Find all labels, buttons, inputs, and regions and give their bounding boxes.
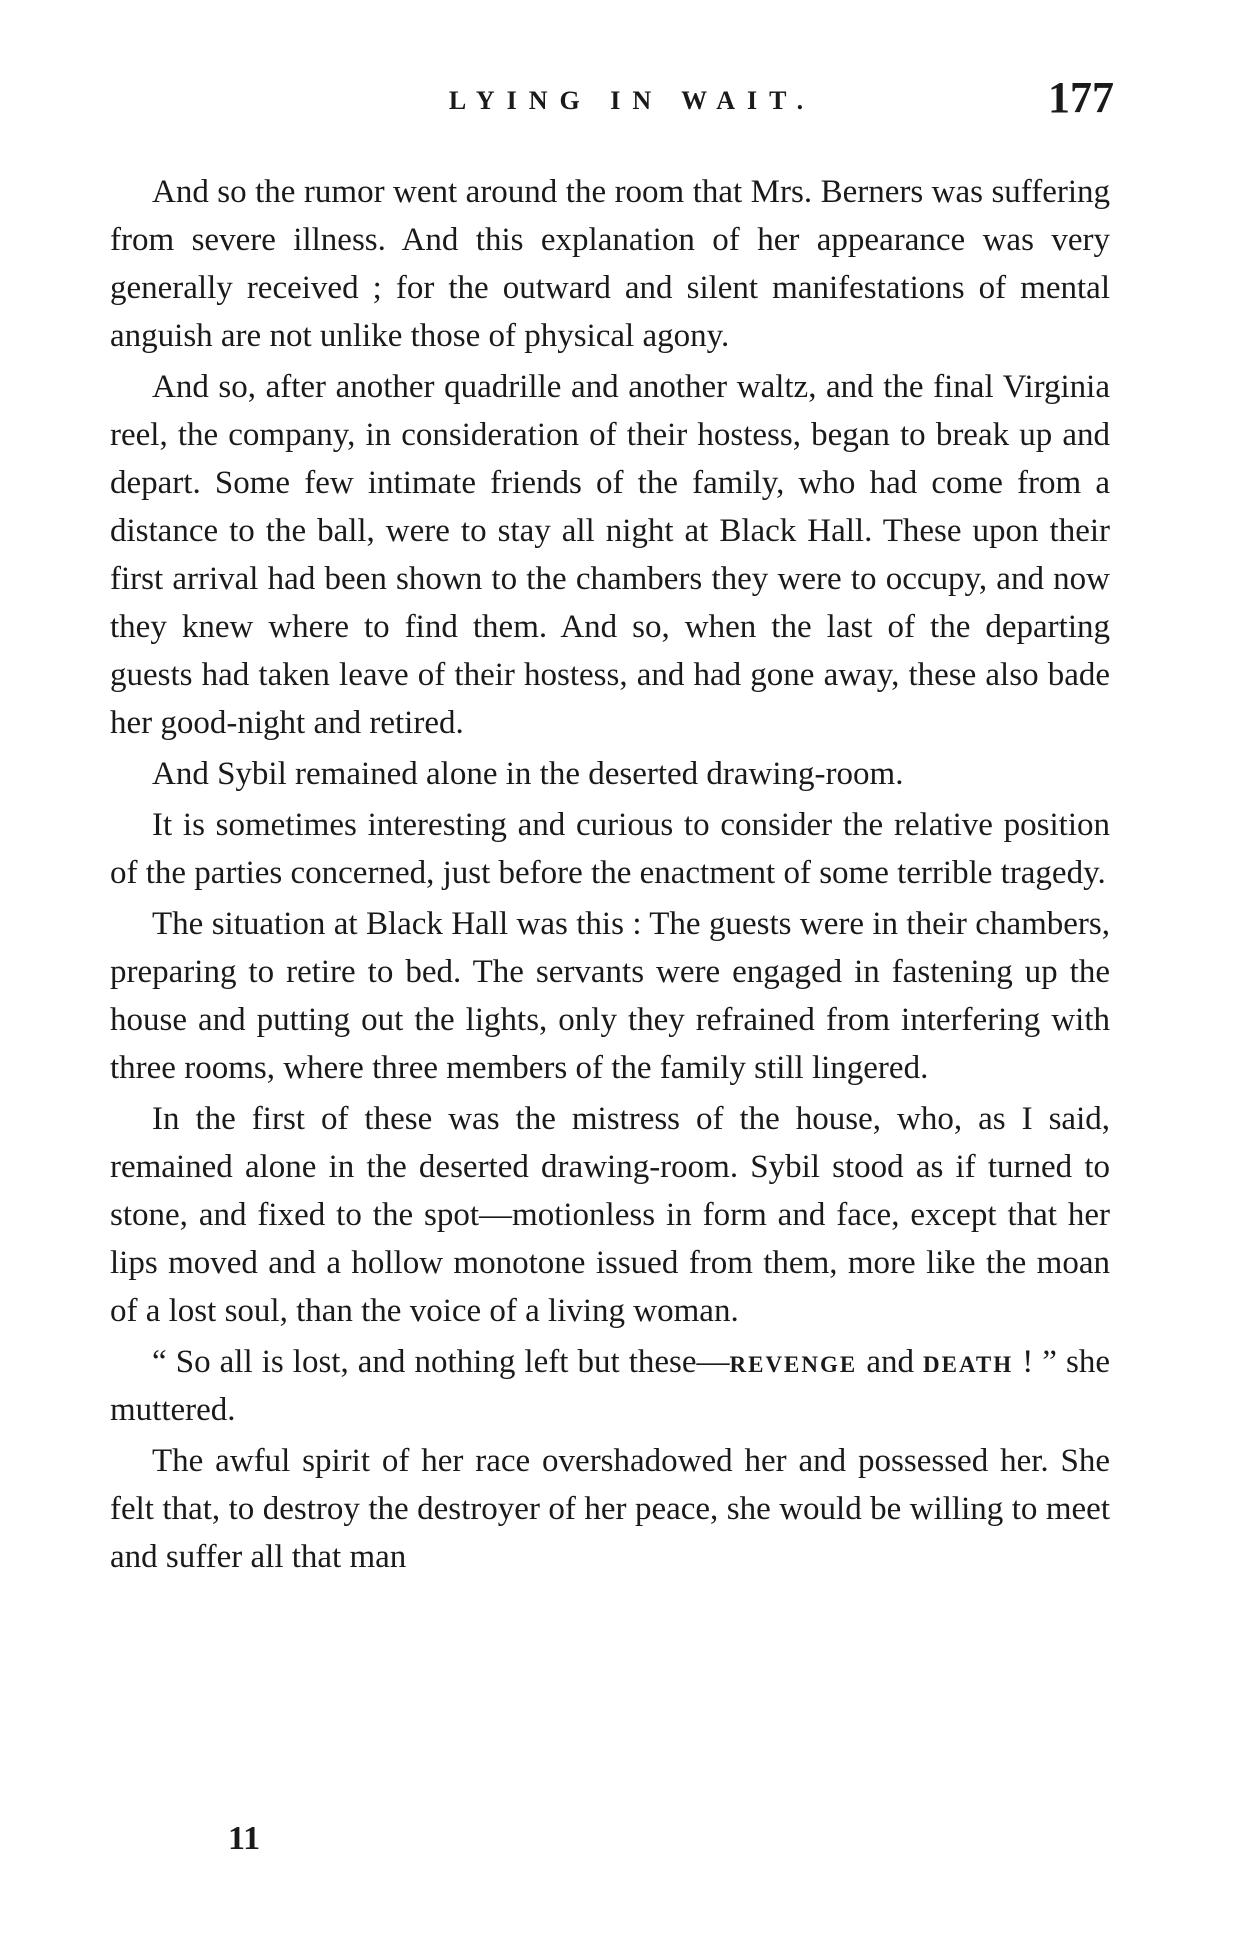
quote-open: “ So all is lost, and nothing left but these— — [152, 1344, 730, 1380]
paragraph: The awful spirit of her race overshadowed her and possessed her. She felt that, to destroy the destroyer of her peace, she would be willing to meet and suffer all that man — [110, 1443, 1110, 1575]
paragraph: It is sometimes interesting and curious to consider the relative position of the parties concerned, just before the enactment of some terrible tragedy. — [110, 807, 1110, 891]
paragraph: And so the rumor went around the room that Mrs. Berners was suffering from severe illness. And this explanation of her appearance was very generally received ; for the outward and silent manifestations of mental anguish are not unlike those of physical agony. — [110, 174, 1110, 354]
running-title: LYING IN WAIT. — [448, 86, 816, 115]
quote-and: and — [857, 1344, 924, 1380]
paragraph: And Sybil remained alone in the deserted drawing-room. — [152, 756, 904, 792]
quoted-speech — [110, 1338, 1110, 1434]
paragraph: The situation at Black Hall was this : The guests were in their chambers, preparing to retire to bed. The servants were engaged in fastening up the house and putting out the lights, only they refrained from interfering with three rooms, where three members of the family still lingered. — [110, 906, 1110, 1086]
quote-word-revenge: revenge — [729, 1344, 858, 1380]
page-number: 177 — [1048, 73, 1114, 122]
quote-close: ! ” she muttered. — [110, 1344, 1110, 1428]
quote-word-death: death — [923, 1344, 1014, 1380]
signature-mark: 11 — [228, 1820, 261, 1857]
body-text — [110, 168, 1110, 1584]
paragraph: And so, after another quadrille and another waltz, and the final Virginia reel, the company, in consideration of their hostess, began to break up and depart. Some few intimate friends of the family, who had come from a distance to the ball, were to stay all night at Black Hall. These upon their first arrival had been shown to the chambers they were to occupy, and now they knew where to find them. And so, when the last of the departing guests had taken leave of their hostess, and had gone away, these also bade her good-night and retired. — [110, 369, 1110, 741]
page-header — [150, 72, 1114, 122]
paragraph: In the first of these was the mistress of the house, who, as I said, remained alone in the deserted drawing-room. Sybil stood as if turned to stone, and fixed to the spot—motionless in form and face, except that her lips moved and a hollow monotone issued from them, more like the moan of a lost soul, than the voice of a living woman. — [110, 1101, 1110, 1329]
